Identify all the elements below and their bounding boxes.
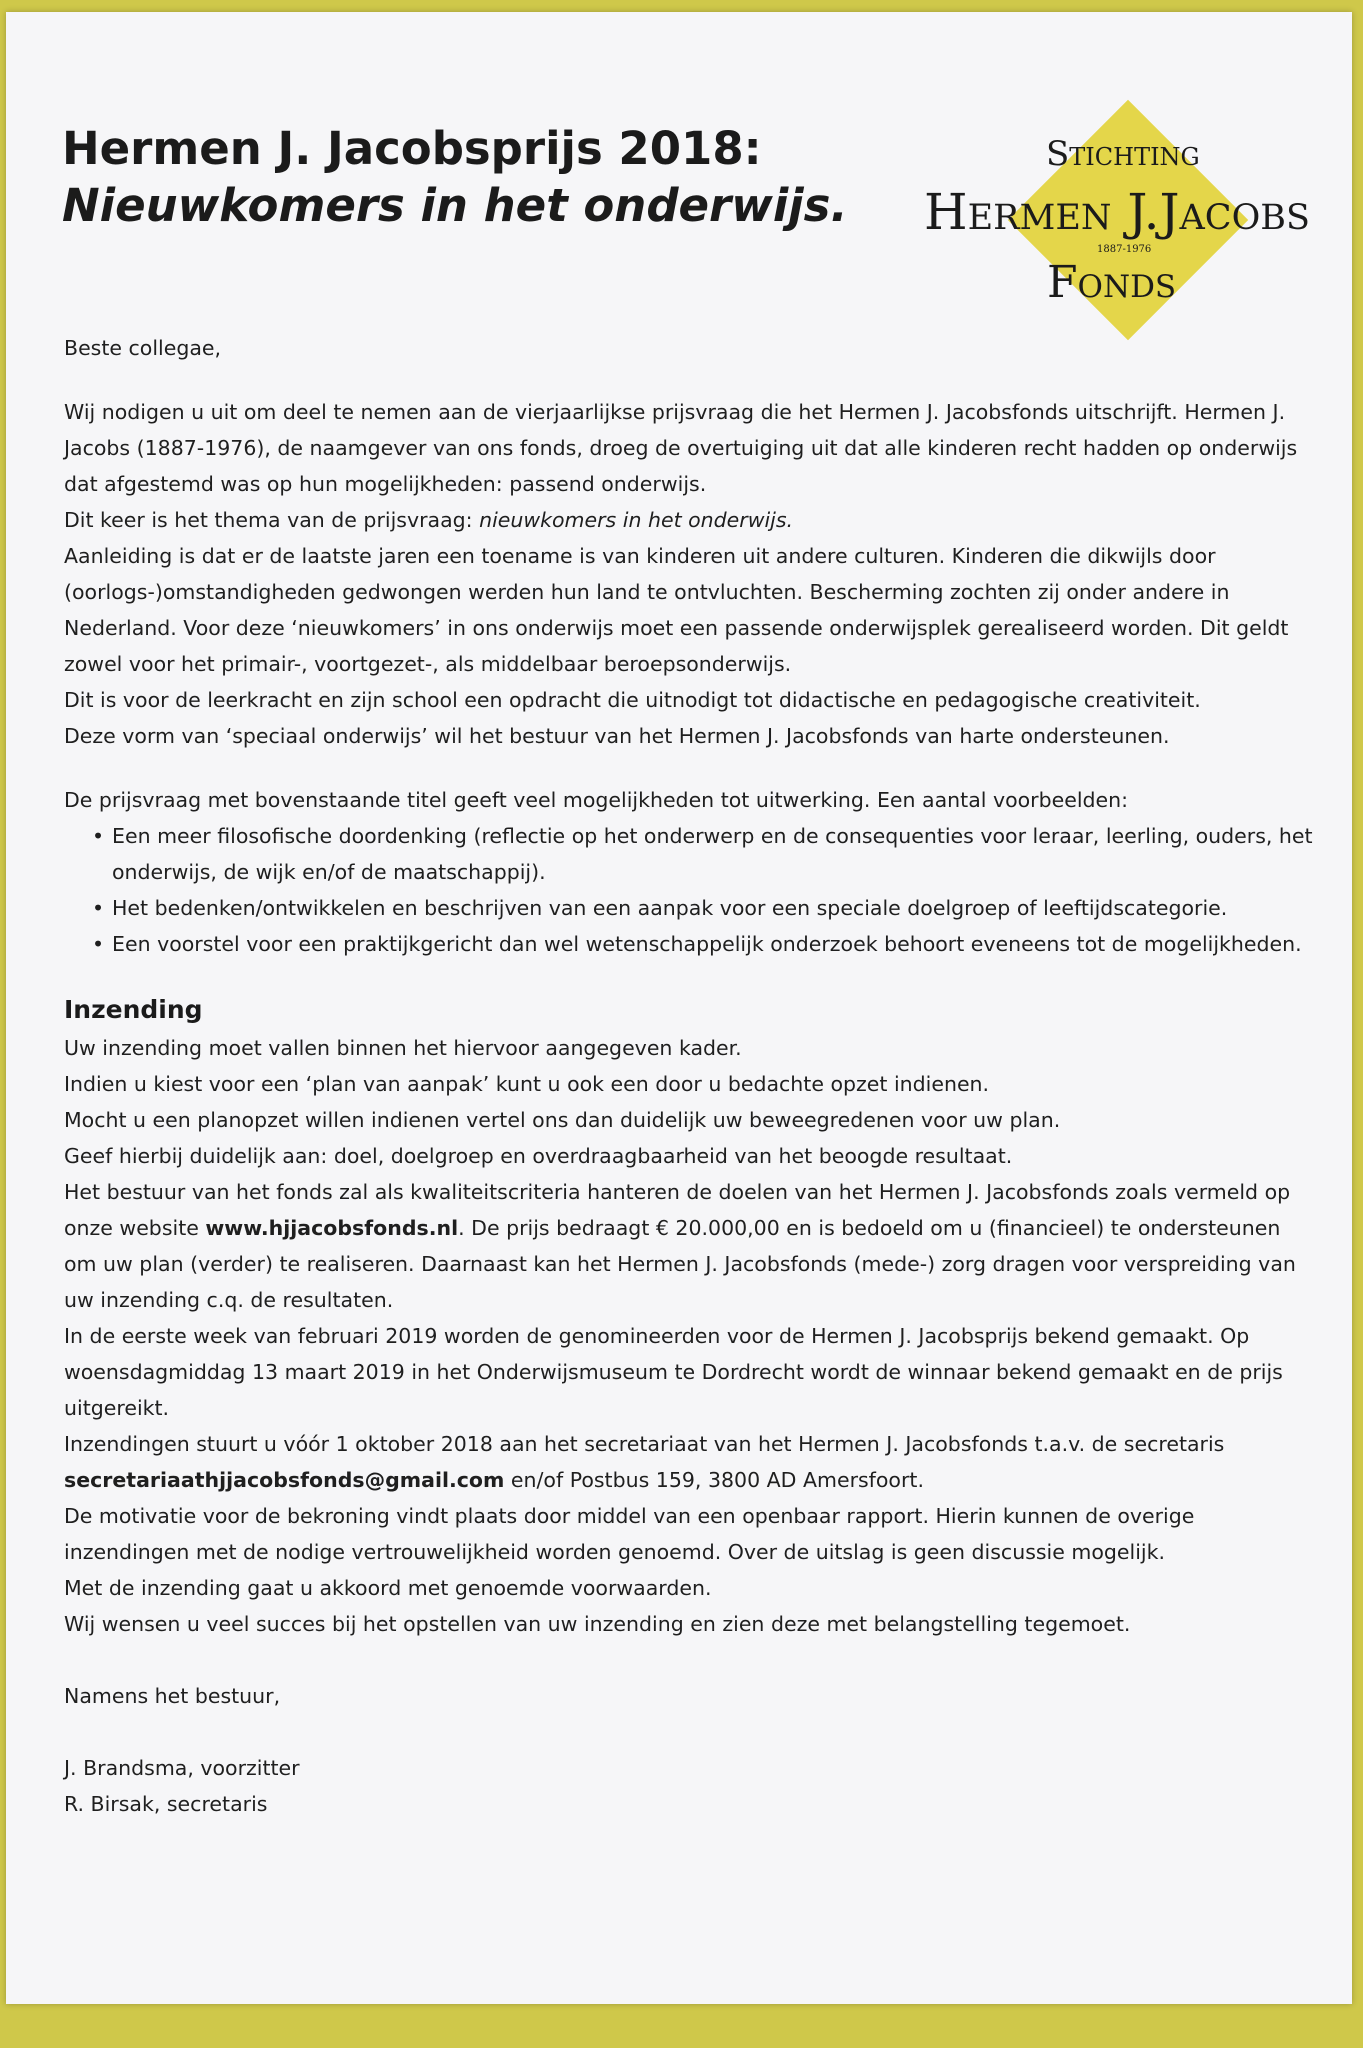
signer-chair: J. Brandsma, voorzitter [64, 1756, 300, 1780]
email-link[interactable]: secretariaathjjacobsfonds@gmail.com [64, 1468, 505, 1492]
intro-paragraph-4: Deze vorm van ‘speciaal onderwijs’ wil het bestuur van het Hermen J. Jacobsfonds van harte ondersteunen. [64, 724, 1170, 748]
intro-paragraph-3: Dit is voor de leerkracht en zijn school een opdracht die uitnodigt tot didactische en pedagogische creativiteit. [64, 688, 1201, 712]
theme-sentence [64, 502, 1314, 538]
postal-address: en/of Postbus 159, 3800 AD Amersfoort. [504, 1468, 924, 1492]
logo-line-2: Hermen J.Jacobs [924, 183, 1310, 241]
section-heading-inzending: Inzending [64, 995, 203, 1024]
list-item: • Een voorstel voor een praktijkgericht dan wel wetenschappelijk onderzoek behoort eveneens tot de mogelijkheden. [112, 926, 1314, 962]
prize-text: . De prijs bedraagt € 20.000,00 en is bedoeld om u (financieel) te ondersteunen om uw plan (verder) te realiseren. Daarnaast kan het Hermen J. Jacobsfonds (mede-) zorg dragen voor verspreiding van uw inzending c.q. de resultaten. [64, 1216, 1296, 1312]
salutation: Beste collegae, [64, 336, 222, 360]
inzending-sentence-6: In de eerste week van februari 2019 worden de genomineerden voor de Hermen J. Jacobsprijs bekend gemaakt. Op woensdagmiddag 13 maart 2019 in het Onderwijsmuseum te Dordrecht wordt de winnaar bekend gemaakt en de prijs uitgereikt. [64, 1324, 1283, 1420]
criteria-text: Het bestuur van het fonds zal als kwaliteitscriteria hanteren de doelen van het Hermen J. Jacobsfonds zoals vermeld op onze website [64, 1180, 1291, 1240]
website-link[interactable]: www.hjjacobsfonds.nl [205, 1216, 459, 1240]
closing-line: Namens het bestuur, [64, 1684, 281, 1708]
theme-prefix: Dit keer is het thema van de prijsvraag: [64, 508, 480, 532]
inzending-sentence-10: Wij wensen u veel succes bij het opstellen van uw inzending en zien deze met belangstelling tegemoet. [64, 1612, 1131, 1636]
page-title [62, 120, 848, 234]
title-line-2: Nieuwkomers in het onderwijs. [62, 179, 848, 232]
inzending-sentence-1: Uw inzending moet vallen binnen het hiervoor aangegeven kader. [64, 1036, 742, 1060]
inzending-sentence-3: Mocht u een planopzet willen indienen vertel ons dan duidelijk uw beweegredenen voor uw plan. [64, 1108, 1061, 1132]
logo-line-3: Fonds [1047, 257, 1177, 308]
inzending-sentence-7 [64, 1426, 1314, 1498]
signer-secretary: R. Birsak, secretaris [64, 1792, 268, 1816]
intro-paragraph-1: Wij nodigen u uit om deel te nemen aan de vierjaarlijkse prijsvraag die het Hermen J. Jacobsfonds uitschrijft. Hermen J. Jacobs (1887-1976), de naamgever van ons fonds, droeg de overtuiging uit dat alle kinderen recht hadden op onderwijs dat afgestemd was op hun mogelijkheden: passend onderwijs. [64, 400, 1298, 496]
theme-text: nieuwkomers in het onderwijs. [479, 508, 794, 532]
inzending-sentence-2: Indien u kiest voor een ‘plan van aanpak’ kunt u ook een door u bedachte opzet indienen. [64, 1072, 990, 1096]
logo-line-1: Stichting [1046, 134, 1200, 174]
title-line-1: Hermen J. Jacobsprijs 2018: [62, 122, 762, 175]
deadline-text: Inzendingen stuurt u vóór 1 oktober 2018 aan het secretariaat van het Hermen J. Jacobsfonds t.a.v. de secretaris [64, 1432, 1225, 1456]
inzending-sentence-8: De motivatie voor de bekroning vindt plaats door middel van een openbaar rapport. Hierin kunnen de overige inzendingen met de nodige vertrouwelijkheid worden genoemd. Over de uitslag is geen discussie mogelijk. [64, 1504, 1195, 1564]
examples-list [64, 818, 1314, 962]
intro-paragraph-2: Aanleiding is dat er de laatste jaren een toename is van kinderen uit andere culturen. Kinderen die dikwijls door (oorlogs-)omstandigheden gedwongen werden hun land te ontvluchten. Bescherming zochten zij onder andere in Nederland. Voor deze ‘nieuwkomers’ in ons onderwijs moet een passende onderwijsplek gerealiseerd worden. Dit geldt zowel voor het primair-, voortgezet-, als middelbaar beroepsonderwijs. [64, 544, 1289, 676]
letter-body [64, 330, 1314, 1822]
list-item: • Een meer filosofische doordenking (reflectie op het onderwerp en de consequenties voor leraar, leerling, ouders, het onderwijs, de wijk en/of de maatschappij). [112, 818, 1314, 890]
list-item: • Het bedenken/ontwikkelen en beschrijven van een aanpak voor een speciale doelgroep of leeftijdscategorie. [112, 890, 1314, 926]
inzending-sentence-4: Geef hierbij duidelijk aan: doel, doelgroep en overdraagbaarheid van het beoogde resultaat. [64, 1144, 1013, 1168]
inzending-sentence-5 [64, 1174, 1314, 1318]
inzending-sentence-9: Met de inzending gaat u akkoord met genoemde voorwaarden. [64, 1576, 712, 1600]
examples-lead: De prijsvraag met bovenstaande titel geeft veel mogelijkheden tot uitwerking. Een aantal voorbeelden: [64, 788, 1129, 812]
foundation-logo [911, 97, 1331, 347]
logo-years: 1887-1976 [1097, 244, 1152, 255]
